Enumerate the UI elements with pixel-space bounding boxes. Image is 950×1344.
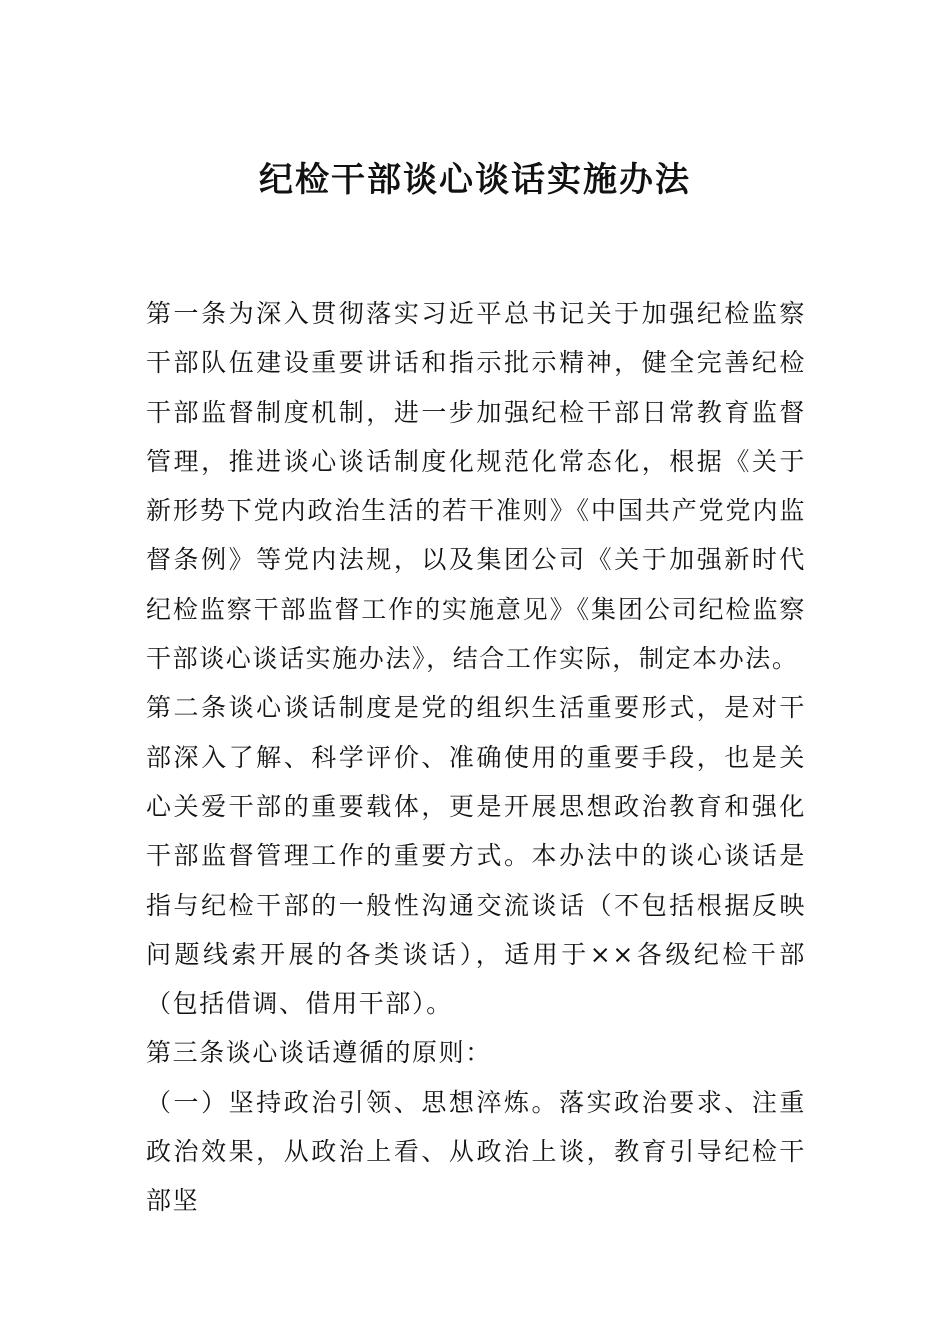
document-body [146, 289, 806, 1226]
paragraph-article-3: 第三条谈心谈话遵循的原则： [146, 1038, 492, 1068]
paragraph-article-2: 第二条谈心谈话制度是党的组织生活重要形式，是对干部深入了解、科学评价、准确使用的重要手段，也是关心关爱干部的重要载体，更是开展思想政治教育和强化干部监督管理工作的重要方式。本办法中的谈心谈话是指与纪检干部的一般性沟通交流谈话（不包括根据反映问题线索开展的各类谈话），适用于××各级纪检干部（包括借调、借用干部）。 [146, 693, 806, 1019]
document-title: 纪检干部谈心谈话实施办法 [259, 160, 691, 200]
paragraph-article-1: 第一条为深入贯彻落实习近平总书记关于加强纪检监察干部队伍建设重要讲话和指示批示精神，健全完善纪检干部监督制度机制，进一步加强纪检干部日常教育监督管理，推进谈心谈话制度化规范化常态化，根据《关于新形势下党内政治生活的若干准则》《中国共产党党内监督条例》等党内法规，以及集团公司《关于加强新时代纪检监察干部监督工作的实施意见》《集团公司纪检监察干部谈心谈话实施办法》，结合工作实际，制定本办法。 [146, 299, 806, 674]
paragraph-principle-1: （一）坚持政治引领、思想淬炼。落实政治要求、注重政治效果，从政治上看、从政治上谈，教育引导纪检干部坚 [146, 1087, 806, 1216]
